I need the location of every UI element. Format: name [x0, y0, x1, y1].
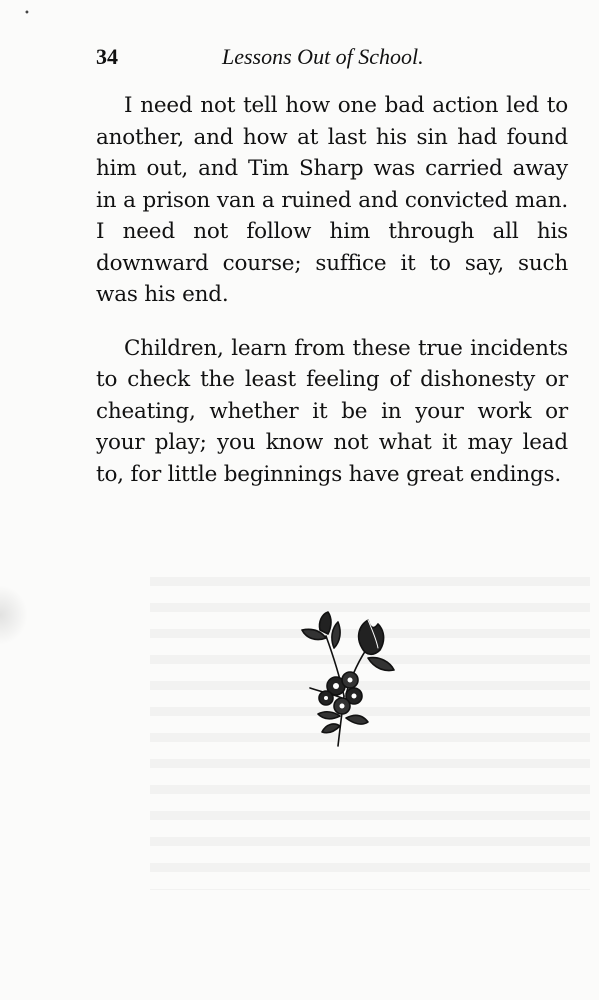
flower-bouquet-icon — [296, 608, 396, 753]
body-text — [96, 90, 568, 512]
running-title: Lessons Out of School. — [222, 44, 424, 69]
paragraph-2: Children, learn from these true incidents to check the least feeling of dishonesty or cheating, whether it be in your work or your play; you know not what it may lead to, for little beginnings have great endings. — [96, 335, 568, 487]
page-header — [96, 44, 470, 76]
page-number: 34 — [96, 44, 118, 69]
page-stain — [0, 585, 28, 645]
paragraph-1: I need not tell how one bad action led to another, and how at last his sin had found him out, and Tim Sharp was carried away in a prison van a ruined and convicted man. I need not follow him through all his downward course; suffice it to say, such was his end. — [96, 93, 568, 307]
corner-speck: • — [24, 8, 30, 19]
